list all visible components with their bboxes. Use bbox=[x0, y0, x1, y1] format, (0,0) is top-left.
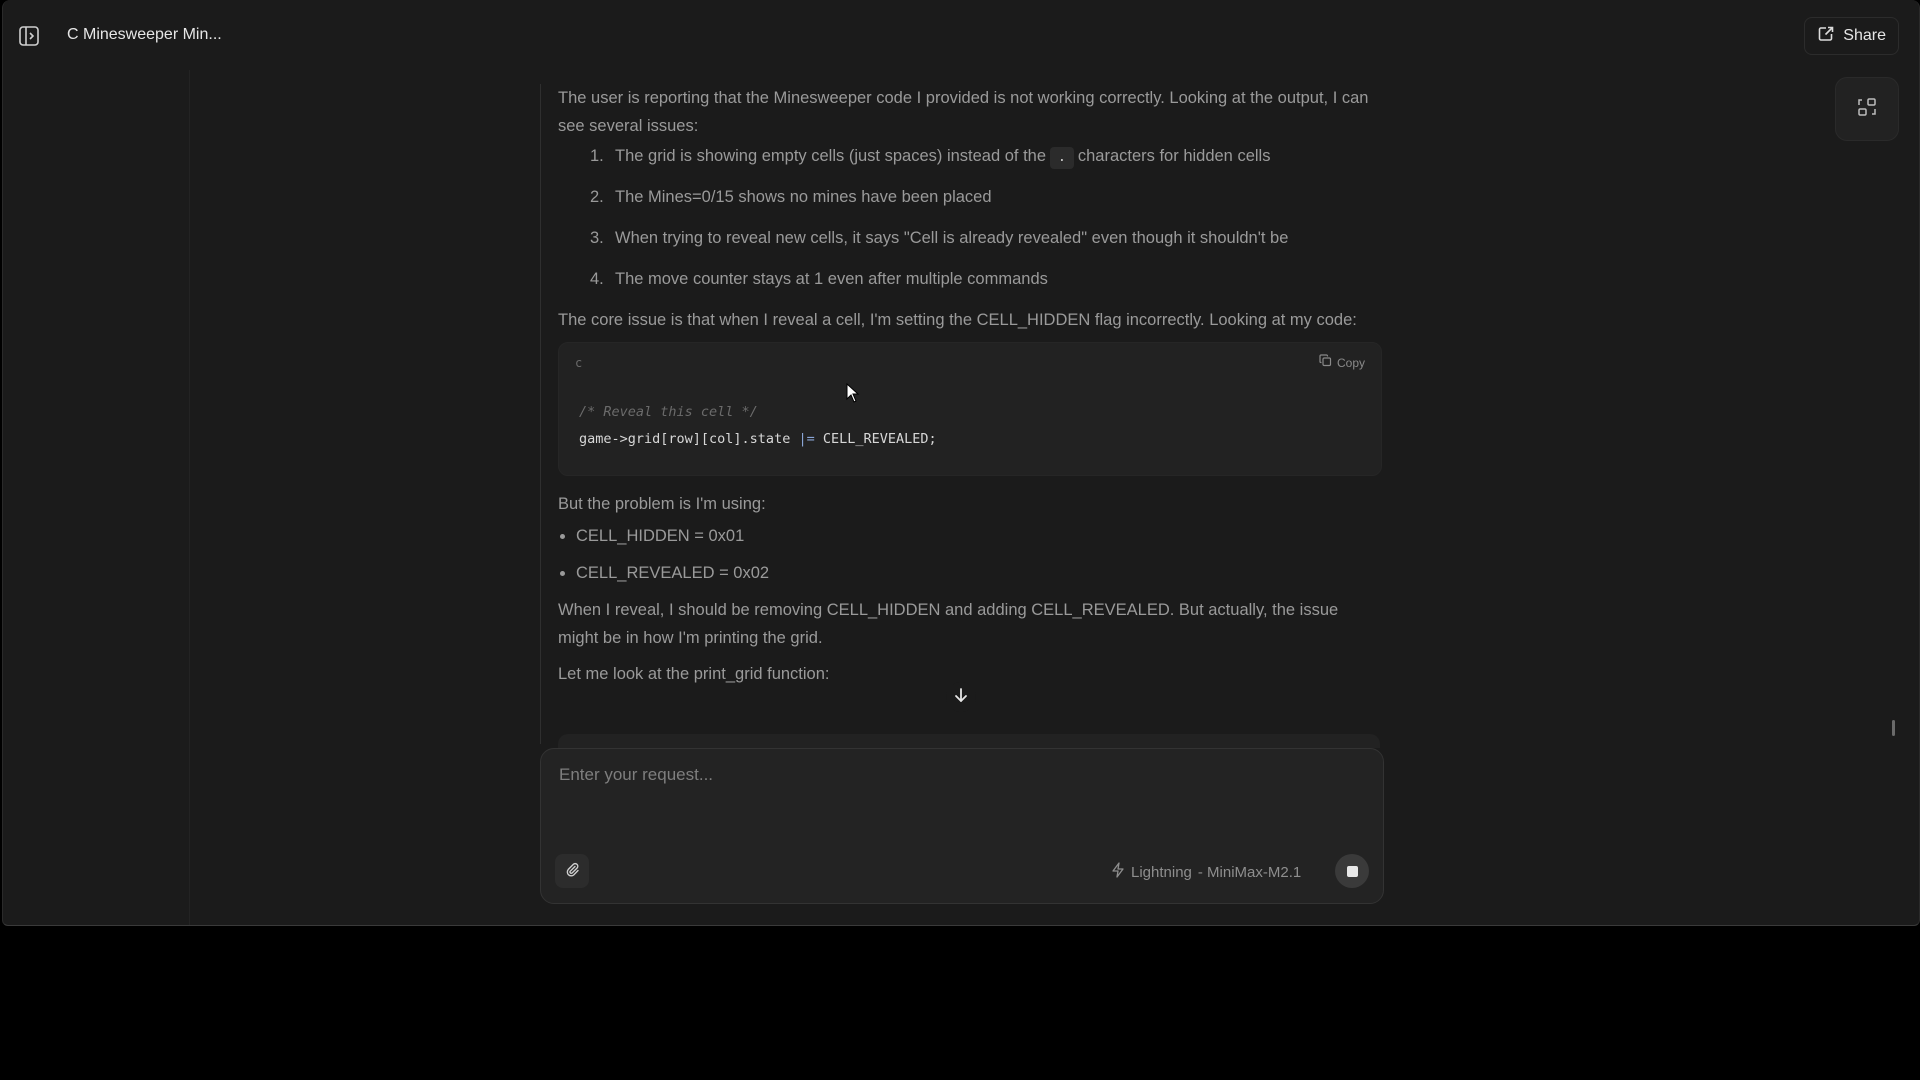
chat-title: C Minesweeper Min... bbox=[67, 26, 222, 43]
attach-button[interactable] bbox=[555, 854, 589, 888]
collapse-panel-button[interactable] bbox=[1835, 77, 1899, 141]
scrollbar-thumb[interactable] bbox=[1892, 720, 1895, 736]
request-input[interactable] bbox=[557, 763, 1361, 827]
sidebar-toggle-icon[interactable] bbox=[17, 24, 41, 48]
copy-icon bbox=[1319, 349, 1332, 377]
stop-button[interactable] bbox=[1335, 854, 1369, 888]
chat-content bbox=[540, 70, 1382, 748]
code-body bbox=[579, 399, 937, 453]
code-comment: /* Reveal this cell */ bbox=[579, 404, 758, 420]
arrow-down-icon bbox=[952, 686, 970, 709]
lightning-icon bbox=[1111, 862, 1125, 882]
stop-icon bbox=[1347, 866, 1358, 877]
paperclip-icon bbox=[564, 861, 580, 882]
print-grid-note: Let me look at the print_grid function: bbox=[558, 665, 830, 683]
share-label: Share bbox=[1843, 27, 1886, 44]
thinking-section bbox=[558, 84, 1370, 688]
scroll-to-bottom-button[interactable] bbox=[946, 682, 976, 712]
copy-label: Copy bbox=[1336, 356, 1365, 370]
list-item: 2. The Mines=0/15 shows no mines have been placed bbox=[590, 188, 992, 206]
collapse-panel-icon bbox=[1856, 96, 1878, 123]
flags-list bbox=[558, 522, 1370, 587]
next-code-block-peek bbox=[558, 734, 1380, 748]
mode-label: Lightning bbox=[1131, 863, 1192, 881]
problem-intro: But the problem is I'm using: bbox=[558, 495, 766, 513]
code-block bbox=[558, 342, 1382, 476]
code-line: game->grid[row][col].state |= CELL_REVEALED; bbox=[579, 431, 937, 447]
issues-list bbox=[558, 142, 1370, 293]
list-item: CELL_REVEALED = 0x02 bbox=[558, 559, 1370, 587]
copy-code-button[interactable] bbox=[1319, 349, 1365, 377]
share-icon bbox=[1817, 25, 1835, 48]
list-item: 1. The grid is showing empty cells (just spaces) instead of the . characters for hidden cells bbox=[558, 142, 1370, 170]
composer bbox=[540, 748, 1384, 904]
code-language-label: c bbox=[575, 356, 583, 370]
thinking-intro: The user is reporting that the Minesweeper code I provided is not working correctly. Looking at the output, I can see several issues: bbox=[558, 89, 1369, 135]
model-label: - MiniMax-M2.1 bbox=[1197, 863, 1302, 881]
inline-code: . bbox=[1050, 147, 1074, 169]
mouse-cursor-icon bbox=[846, 383, 860, 408]
app-window bbox=[2, 0, 1920, 926]
top-bar bbox=[3, 0, 1919, 70]
sidebar-divider bbox=[189, 70, 190, 925]
reveal-note: When I reveal, I should be removing CELL_HIDDEN and adding CELL_REVEALED. But actually, the issue might be in how I'm printing the grid. bbox=[558, 601, 1339, 647]
list-item: 4. The move counter stays at 1 even after multiple commands bbox=[590, 270, 1048, 288]
model-mode-selector[interactable] bbox=[1111, 862, 1301, 882]
list-item: 3. When trying to reveal new cells, it says "Cell is already revealed" even though it shouldn't be bbox=[590, 229, 1289, 247]
share-button[interactable] bbox=[1804, 17, 1899, 55]
list-item: CELL_HIDDEN = 0x01 bbox=[558, 522, 1370, 550]
core-issue-text: The core issue is that when I reveal a cell, I'm setting the CELL_HIDDEN flag incorrectly. Looking at my code: bbox=[558, 311, 1357, 329]
